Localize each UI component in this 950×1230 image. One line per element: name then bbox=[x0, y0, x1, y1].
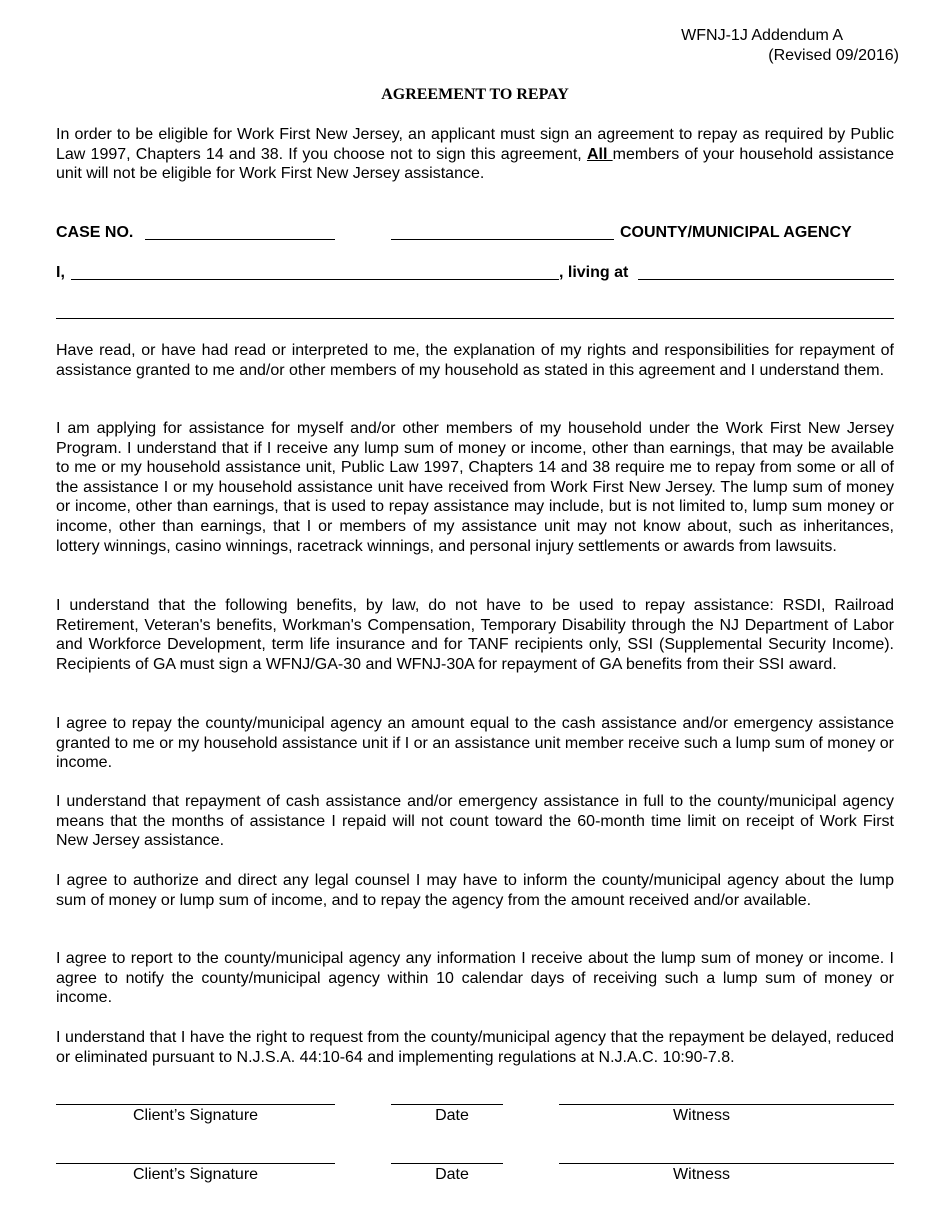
form-header bbox=[681, 26, 899, 66]
client-signature-field[interactable] bbox=[56, 1104, 335, 1105]
date-label: Date bbox=[435, 1107, 469, 1124]
date-label-2: Date bbox=[435, 1166, 469, 1183]
client-signature-label: Client’s Signature bbox=[132, 1107, 259, 1124]
revision-date: (Revised 09/2016) bbox=[768, 47, 899, 64]
paragraph-agree-repay: I agree to repay the county/municipal agency an amount equal to the cash assistance and/or emergency assistance granted to me or my household assistance unit if I or an assistance unit member receive such a lump sum of money or income. bbox=[56, 715, 894, 772]
living-at-label: , living at bbox=[559, 264, 629, 281]
witness-field-2[interactable] bbox=[559, 1163, 894, 1164]
name-field[interactable] bbox=[71, 279, 559, 280]
intro-emphasis: All bbox=[586, 145, 613, 163]
paragraph-time-limit: I understand that repayment of cash assistance and/or emergency assistance in full to the county/municipal agency means that the months of assistance I repaid will not count toward the 60-month time limit on receipt of Work First New Jersey assistance. bbox=[56, 793, 894, 850]
paragraph-legal-counsel: I agree to authorize and direct any legal counsel I may have to inform the county/municipal agency about the lump sum of money or lump sum of income, and to repay the agency from the amount received and/or available. bbox=[56, 872, 894, 909]
paragraph-lump-sum: I am applying for assistance for myself and/or other members of my household under the Work First New Jersey Program. I understand that if I receive any lump sum of money or income, other than earnings, that may be available to me or my household assistance unit, Public Law 1997, Chapters 14 and 38 require me to repay from some or all of the assistance I or my household assistance unit have received from Work First New Jersey. The lump sum of money or income, other than earnings, that is used to repay assistance may include, but is not limited to, lump sum money or income, other than earnings, that I or members of my assistance unit may not know about, such as inheritances, lottery winnings, casino winnings, racetrack winnings, and personal injury settlements or awards from lawsuits. bbox=[56, 420, 894, 555]
agency-field[interactable] bbox=[391, 239, 614, 240]
case-no-label: CASE NO. bbox=[56, 224, 134, 241]
name-label: I, bbox=[56, 264, 65, 281]
case-no-field[interactable] bbox=[145, 239, 335, 240]
paragraph-acknowledgement: Have read, or have had read or interpreted to me, the explanation of my rights and responsibilities for repayment of assistance granted to me and/or other members of my household as stated in this agreement and I understand them. bbox=[56, 342, 894, 379]
page-title: AGREEMENT TO REPAY bbox=[381, 86, 569, 103]
date-field[interactable] bbox=[391, 1104, 503, 1105]
date-field-2[interactable] bbox=[391, 1163, 503, 1164]
witness-field[interactable] bbox=[559, 1104, 894, 1105]
witness-label-2: Witness bbox=[673, 1166, 730, 1183]
address-field-line-2[interactable] bbox=[56, 318, 894, 319]
address-field[interactable] bbox=[638, 279, 894, 280]
form-id: WFNJ-1J Addendum A bbox=[681, 27, 843, 44]
paragraph-right-to-request: I understand that I have the right to request from the county/municipal agency that the repayment be delayed, reduced or eliminated pursuant to N.J.S.A. 44:10-64 and implementing regulations at N.J.A.C. 10:90-7.8. bbox=[56, 1029, 894, 1066]
client-signature-label-2: Client’s Signature bbox=[132, 1166, 259, 1183]
agency-label: COUNTY/MUNICIPAL AGENCY bbox=[620, 224, 852, 241]
client-signature-field-2[interactable] bbox=[56, 1163, 335, 1164]
paragraph-exempt-benefits: I understand that the following benefits, by law, do not have to be used to repay assistance: RSDI, Railroad Retirement, Veteran's benefits, Workman's Compensation, Temporary Disability through the NJ Department of Labor and Workforce Development, term life insurance and for TANF recipients only, SSI (Supplemental Security Income). Recipients of GA must sign a WFNJ/GA-30 and WFNJ-30A for repayment of GA benefits from their SSI award. bbox=[56, 597, 894, 673]
paragraph-report: I agree to report to the county/municipal agency any information I receive about the lump sum of money or income. I agree to notify the county/municipal agency within 10 calendar days of receiving such a lump sum of money or income. bbox=[56, 950, 894, 1007]
intro-paragraph: In order to be eligible for Work First New Jersey, an applicant must sign an agreement to repay as required by Public Law 1997, Chapters 14 and 38. If you choose not to sign this agreement, All members of your household assistance unit will not be eligible for Work First New Jersey assistance. bbox=[56, 126, 895, 183]
witness-label: Witness bbox=[673, 1107, 730, 1124]
